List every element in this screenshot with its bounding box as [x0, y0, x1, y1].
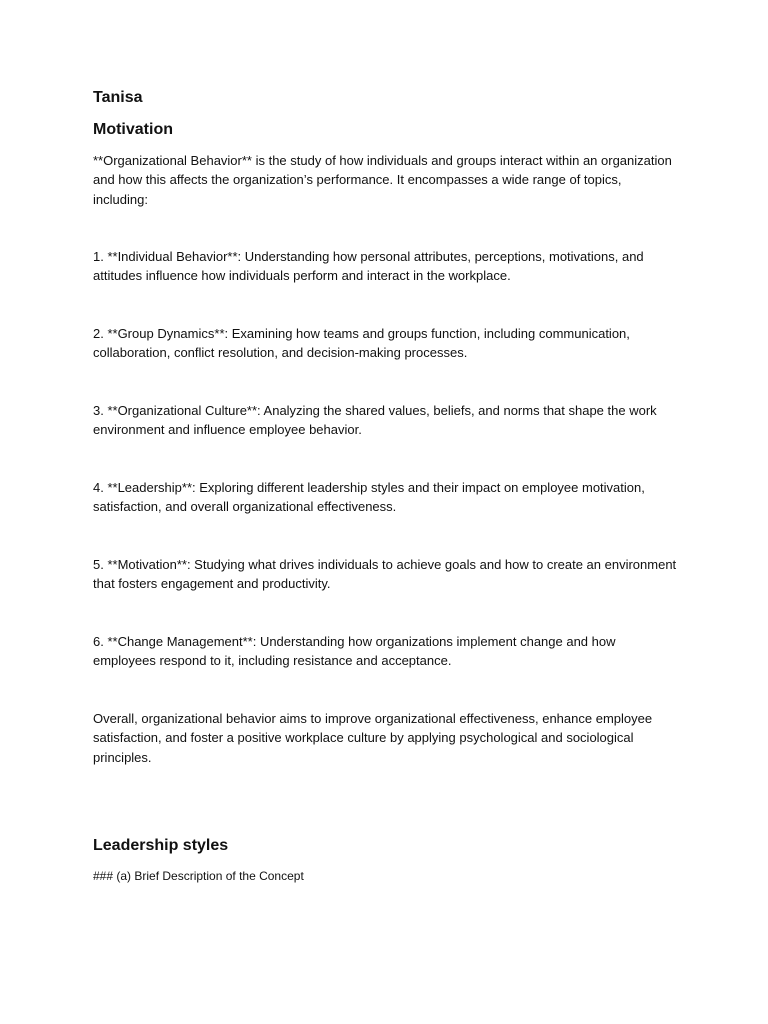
- subheading-brief-description: ### (a) Brief Description of the Concept: [93, 869, 304, 883]
- list-item-motivation: 5. **Motivation**: Studying what drives individuals to achieve goals and how to create an environment that fosters engagement and productivity.: [93, 557, 677, 592]
- heading-leadership-styles: Leadership styles: [93, 837, 229, 854]
- list-item-leadership: 4. **Leadership**: Exploring different leadership styles and their impact on employee motivation, satisfaction, and overall organizational effectiveness.: [93, 480, 645, 515]
- overall-paragraph: Overall, organizational behavior aims to improve organizational effectiveness, enhance employee satisfaction, and foster a positive workplace culture by applying psychological and sociological principles.: [93, 711, 653, 765]
- list-item-individual-behavior: 1. **Individual Behavior**: Understanding how personal attributes, perceptions, motivations, and attitudes influence how individuals perform and interact in the workplace.: [93, 249, 644, 284]
- list-item-organizational-culture: 3. **Organizational Culture**: Analyzing the shared values, beliefs, and norms that shape the work environment and influence employee behavior.: [93, 403, 657, 438]
- list-item-change-management: 6. **Change Management**: Understanding how organizations implement change and how employees respond to it, including resistance and acceptance.: [93, 634, 616, 669]
- list-item-group-dynamics: 2. **Group Dynamics**: Examining how teams and groups function, including communication, collaboration, conflict resolution, and decision-making processes.: [93, 326, 630, 361]
- intro-paragraph: **Organizational Behavior** is the study of how individuals and groups interact within an organization and how this affects the organization’s performance. It encompasses a wide range of topics, including:: [93, 153, 672, 207]
- author-name: Tanisa: [93, 89, 143, 106]
- heading-motivation: Motivation: [93, 121, 173, 138]
